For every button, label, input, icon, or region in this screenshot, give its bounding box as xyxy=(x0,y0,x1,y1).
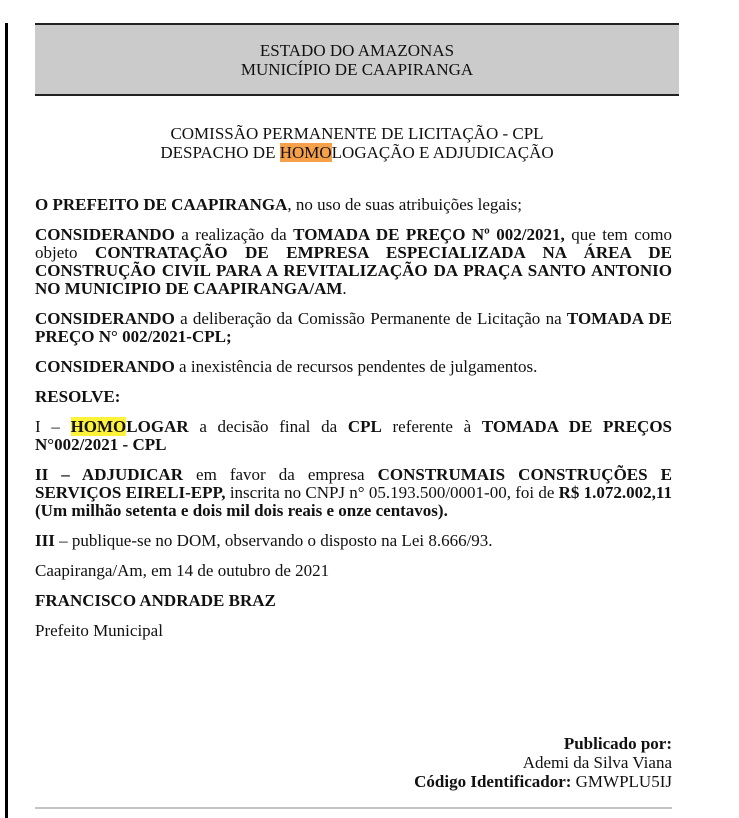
text: I – xyxy=(35,417,71,436)
bold-text: Publicado por: xyxy=(563,734,672,753)
bold-text: CPL xyxy=(347,417,382,436)
paragraph-signatory xyxy=(35,592,672,610)
paragraph-considerando-1 xyxy=(35,226,672,298)
paragraph-role: Prefeito Municipal xyxy=(35,621,163,640)
document-title xyxy=(35,124,679,162)
text: que tem como objeto xyxy=(35,225,672,262)
bold-text: CONTRATAÇÃO DE EMPRESA ESPECIALIZADA NA ÁREA DE CONSTRUÇÃO CIVIL PARA A REVITALIZAÇÃO DA PRAÇA SANTO ANTONIO NO MUNICIPIO DE CAAPIRANGA/AM xyxy=(35,243,672,298)
bold-text: FRANCISCO ANDRADE BRAZ xyxy=(35,591,276,610)
bold-text: TOMADA DE PREÇOS N°002/2021 - CPL xyxy=(35,417,673,454)
bold-text: O PREFEITO DE CAAPIRANGA xyxy=(35,195,288,214)
document-header xyxy=(35,23,679,96)
bold-text: TOMADA DE PREÇO N° 002/2021-CPL; xyxy=(35,309,672,346)
bottom-divider xyxy=(35,807,672,809)
paragraph-prefeito xyxy=(35,196,672,214)
paragraph-considerando-3 xyxy=(35,358,672,376)
text: a decisão final da xyxy=(188,417,348,436)
paragraph-adjudicar xyxy=(35,466,672,520)
search-highlight: HOMO xyxy=(279,143,332,162)
text: – publique-se no DOM, observando o disposto na Lei 8.666/93. xyxy=(54,531,493,550)
bold-text: CONSTRUMAIS CONSTRUÇÕES E SERVIÇOS EIRELI-EPP, xyxy=(35,465,672,502)
text: a inexistência de recursos pendentes de julgamentos. xyxy=(174,357,538,376)
search-highlight: HOMO xyxy=(70,417,127,436)
title-commission: COMISSÃO PERMANENTE DE LICITAÇÃO - CPL xyxy=(170,124,544,143)
bold-text: CONSIDERANDO xyxy=(35,357,175,376)
paragraph-resolve xyxy=(35,388,672,406)
bold-text: CONSIDERANDO xyxy=(35,309,175,328)
bold-text: CONSIDERANDO xyxy=(35,225,175,244)
bold-text: Código Identificador: xyxy=(414,772,572,791)
title-despacho xyxy=(35,143,679,162)
header-municipality: MUNICÍPIO DE CAAPIRANGA xyxy=(240,60,474,79)
text: , no uso de suas atribuições legais; xyxy=(287,195,522,214)
publisher-name: Ademi da Silva Viana xyxy=(522,753,672,772)
publication-info xyxy=(414,734,672,791)
bold-text: III xyxy=(35,531,55,550)
title-prefix: DESPACHO DE xyxy=(160,143,280,162)
published-label xyxy=(414,734,672,753)
left-margin-rule xyxy=(5,23,8,818)
paragraph-considerando-2 xyxy=(35,310,672,346)
bold-text: TOMADA DE PREÇO Nº 002/2021, xyxy=(293,225,565,244)
text: . xyxy=(342,279,347,298)
bold-text: RESOLVE: xyxy=(35,387,121,406)
bold-text: II – ADJUDICAR xyxy=(35,465,183,484)
header-state: ESTADO DO AMAZONAS xyxy=(259,41,455,60)
paragraph-publique xyxy=(35,532,672,550)
text: inscrita no CNPJ n° 05.193.500/0001-00, foi de xyxy=(225,483,559,502)
text: a realização da xyxy=(174,225,294,244)
title-suffix: LOGAÇÃO E ADJUDICAÇÃO xyxy=(331,143,554,162)
paragraph-homologar xyxy=(35,418,672,454)
paragraph-date: Caapiranga/Am, em 14 de outubro de 2021 xyxy=(35,561,330,580)
bold-text: LOGAR xyxy=(126,417,189,436)
bold-text: R$ 1.072.002,11 (Um milhão setenta e dois mil dois reais e onze centavos). xyxy=(35,483,672,520)
code-value: GMWPLU5IJ xyxy=(571,772,672,791)
text: em favor da empresa xyxy=(182,465,378,484)
text: referente à xyxy=(381,417,482,436)
document-body xyxy=(35,196,672,640)
identifier-code xyxy=(414,772,672,791)
text: a deliberação da Comissão Permanente de Licitação na xyxy=(174,309,567,328)
